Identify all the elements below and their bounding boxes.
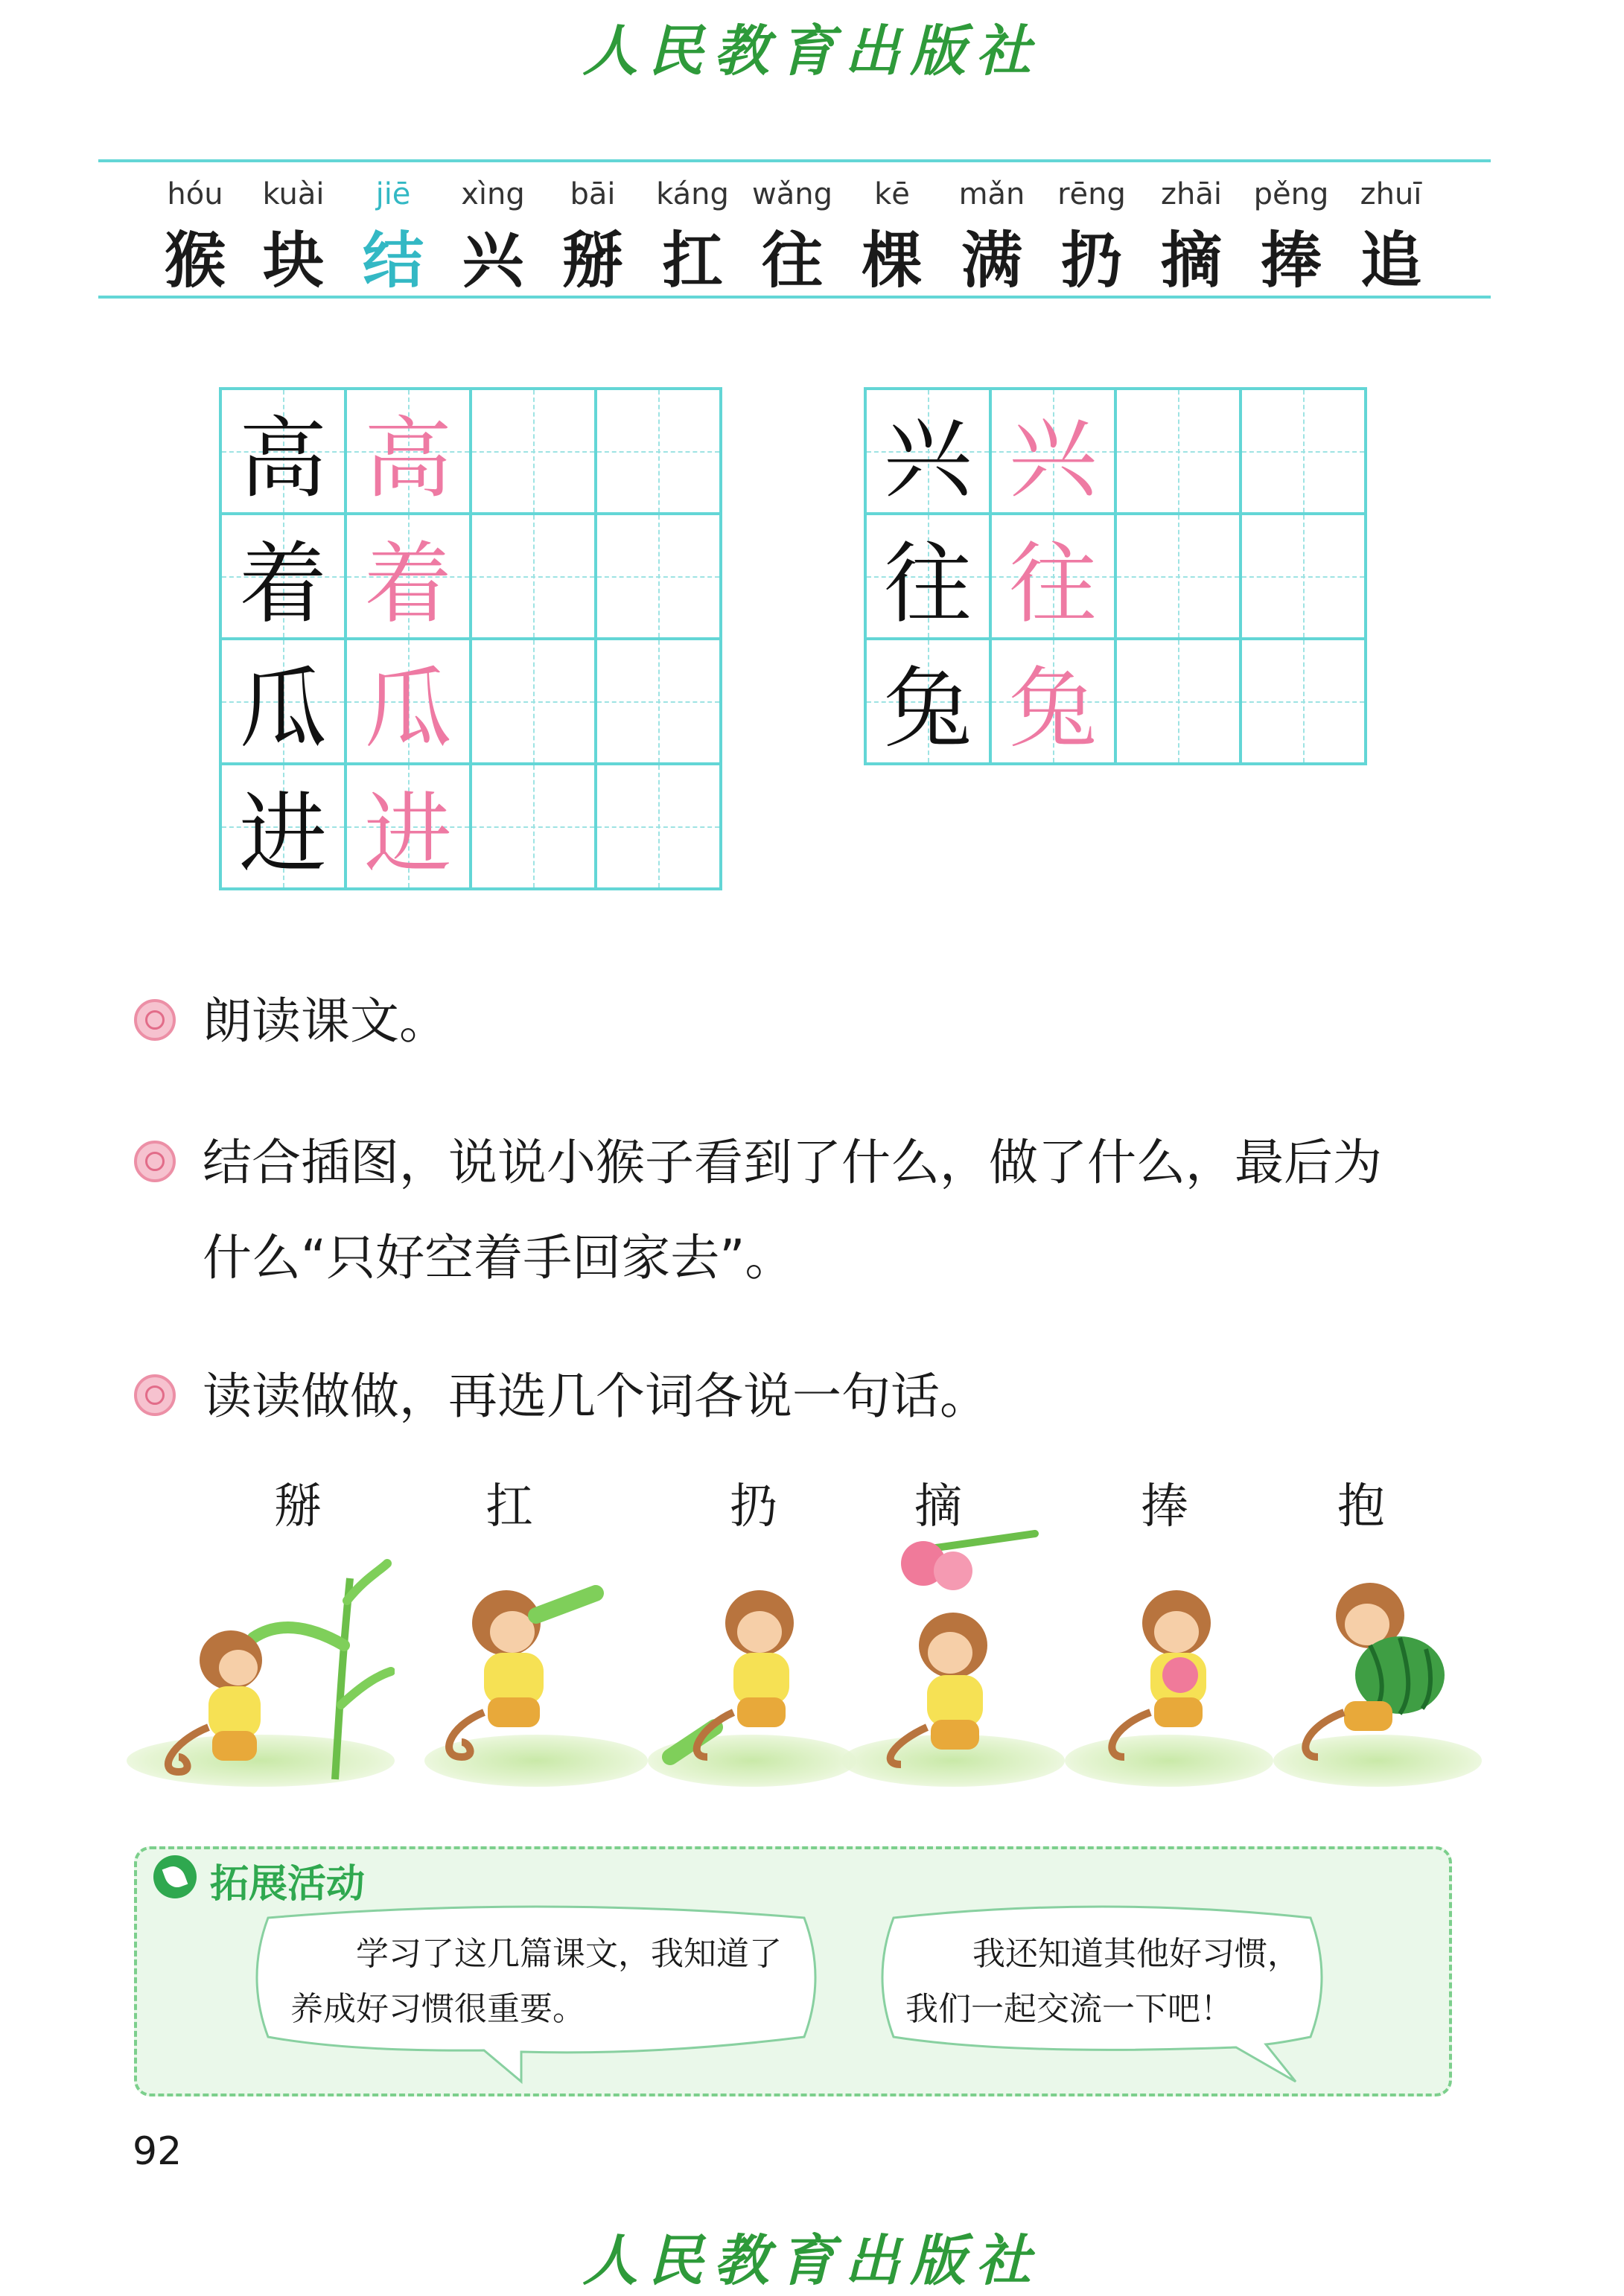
leaf-icon (153, 1855, 197, 1898)
question-3: 读读做做，再选几个词各说一句话。 (203, 1368, 989, 1425)
hanzi: 摘 (1160, 226, 1222, 296)
bubble-left-line1: 学习了这几篇课文，我知道了 (356, 1935, 782, 1973)
grid-cell (865, 514, 990, 639)
grid-cell (346, 639, 471, 764)
hanzi: 往 (761, 226, 823, 296)
pinyin: káng (656, 177, 729, 211)
hanzi: 扔 (1060, 226, 1122, 296)
verb-label: 摘 (914, 1479, 962, 1534)
trace-char: 进 (363, 782, 452, 885)
trace-char: 瓜 (363, 657, 452, 760)
pinyin: jiē (375, 177, 411, 211)
grid-cell (220, 764, 346, 889)
pinyin: hóu (167, 177, 223, 211)
trace-char: 高 (363, 407, 452, 510)
pinyin: xìng (461, 177, 525, 211)
practice-cell[interactable] (471, 764, 596, 889)
grid-cell (990, 514, 1115, 639)
pinyin: wǎng (752, 177, 832, 211)
trace-char: 兔 (1008, 657, 1097, 760)
bubble-left-line2: 养成好习惯很重要。 (290, 1990, 585, 2028)
grid-cell (346, 514, 471, 639)
hanzi: 块 (262, 226, 324, 296)
writing-grid-left (219, 387, 722, 890)
monkey-hugging-watermelon-illustration (1273, 1563, 1482, 1787)
verb-label: 捧 (1141, 1479, 1188, 1534)
page-number: 92 (133, 2129, 182, 2174)
hanzi: 兴 (462, 226, 523, 296)
pinyin: bāi (570, 177, 616, 211)
pinyin: rēng (1057, 177, 1126, 211)
model-char: 着 (238, 532, 327, 635)
practice-cell[interactable] (1115, 389, 1241, 514)
hanzi: 扛 (661, 226, 723, 296)
hanzi: 满 (961, 226, 1022, 296)
bubble-right-line1: 我还知道其他好习惯， (972, 1935, 1300, 1973)
activity-title: 拓展活动 (210, 1862, 366, 1907)
hanzi: 掰 (561, 226, 623, 296)
verb-label: 抱 (1337, 1479, 1385, 1534)
pinyin: zhāi (1161, 177, 1222, 211)
practice-cell[interactable] (1241, 389, 1366, 514)
grid-cell (990, 639, 1115, 764)
top-rule (98, 159, 1491, 162)
pinyin: kē (874, 177, 910, 211)
practice-cell[interactable] (471, 514, 596, 639)
trace-char: 着 (363, 532, 452, 635)
bullet-icon (134, 1374, 176, 1416)
grid-cell (865, 639, 990, 764)
practice-cell[interactable] (596, 514, 721, 639)
grid-cell (865, 389, 990, 514)
bullet-icon (134, 999, 176, 1041)
trace-char: 兴 (1008, 407, 1097, 510)
practice-cell[interactable] (1241, 514, 1366, 639)
verb-label: 扛 (485, 1479, 533, 1534)
practice-cell[interactable] (596, 764, 721, 889)
question-2-line2: 什么“只好空着手回家去”。 (203, 1229, 795, 1286)
hanzi: 棵 (861, 226, 923, 296)
pinyin: mǎn (958, 177, 1025, 211)
writing-grid-right (864, 387, 1367, 765)
model-char: 瓜 (238, 657, 327, 760)
model-char: 往 (883, 532, 972, 635)
pinyin: zhuī (1360, 177, 1422, 211)
practice-cell[interactable] (596, 389, 721, 514)
model-char: 高 (238, 407, 327, 510)
publisher-logo-bottom: 人民教育出版社 (582, 2229, 1042, 2293)
hanzi: 结 (362, 226, 424, 296)
pinyin: pěng (1253, 177, 1329, 211)
publisher-logo-top: 人民教育出版社 (582, 19, 1042, 83)
monkey-throwing-corn-illustration (648, 1563, 856, 1787)
model-char: 进 (238, 782, 327, 885)
model-char: 兴 (883, 407, 972, 510)
grid-cell (220, 639, 346, 764)
grid-cell (220, 389, 346, 514)
practice-cell[interactable] (1115, 514, 1241, 639)
verb-label: 扔 (730, 1479, 777, 1534)
question-1: 朗读课文。 (203, 992, 448, 1050)
pinyin: kuài (262, 177, 325, 211)
monkey-carrying-corn-illustration (424, 1563, 648, 1787)
trace-char: 往 (1008, 532, 1097, 635)
hanzi: 追 (1360, 226, 1421, 296)
hanzi: 猴 (164, 226, 226, 296)
grid-cell (220, 514, 346, 639)
question-2-line1: 结合插图，说说小猴子看到了什么，做了什么，最后为 (203, 1134, 1382, 1191)
monkey-breaking-corn-illustration (127, 1534, 395, 1787)
monkey-picking-peach-illustration (841, 1519, 1065, 1787)
practice-cell[interactable] (1241, 639, 1366, 764)
practice-cell[interactable] (596, 639, 721, 764)
hanzi: 捧 (1260, 226, 1322, 296)
practice-cell[interactable] (471, 389, 596, 514)
grid-cell (990, 389, 1115, 514)
practice-cell[interactable] (471, 639, 596, 764)
monkey-holding-peach-illustration (1065, 1563, 1273, 1787)
bullet-icon (134, 1141, 176, 1182)
grid-cell (346, 764, 471, 889)
practice-cell[interactable] (1115, 639, 1241, 764)
bubble-right-line2: 我们一起交流一下吧！ (905, 1990, 1233, 2028)
model-char: 兔 (883, 657, 972, 760)
verb-label: 掰 (274, 1479, 322, 1534)
grid-cell (346, 389, 471, 514)
